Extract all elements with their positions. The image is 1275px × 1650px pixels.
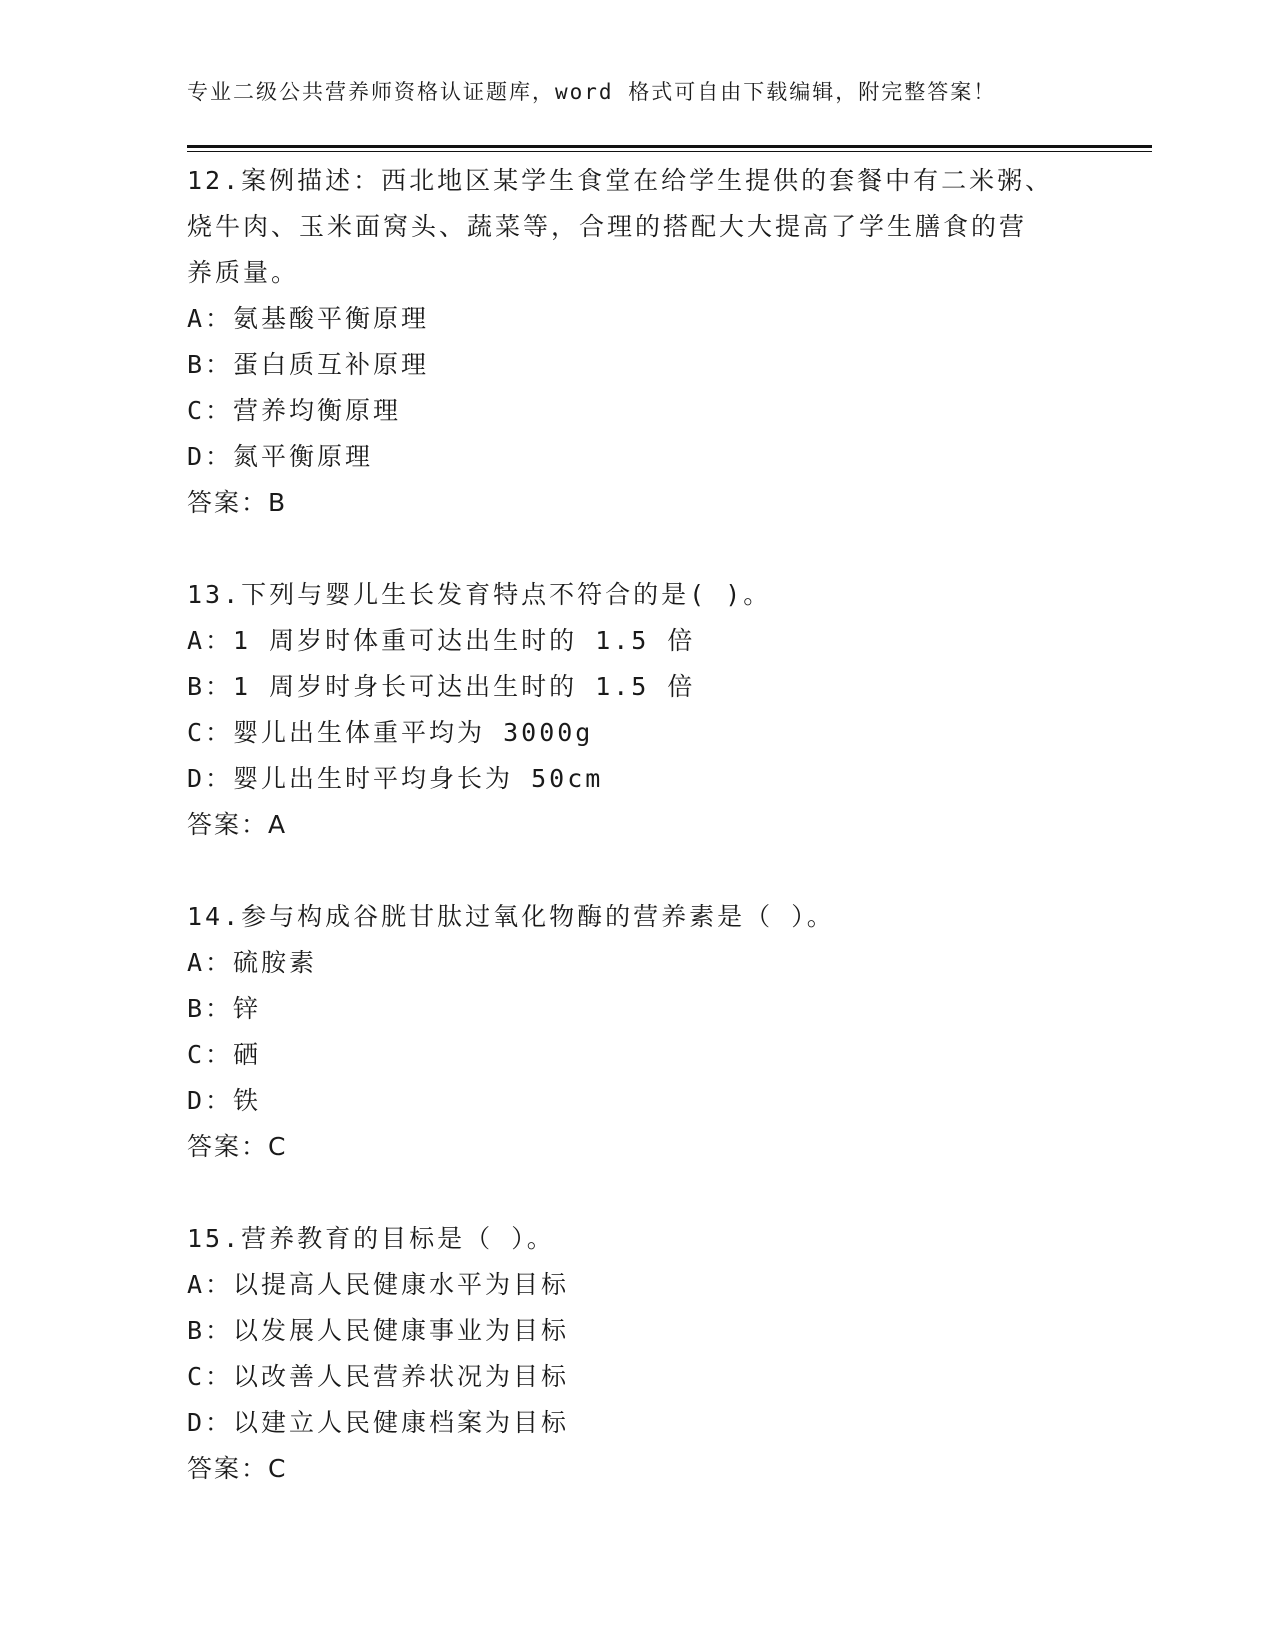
stem-line: 烧牛肉、玉米面窝头、蔬菜等，合理的搭配大大提高了学生膳食的营 <box>187 212 1028 241</box>
header-rule-thin <box>187 151 1152 152</box>
answer-line: 答案：C <box>187 1454 288 1483</box>
option-a: A：1 周岁时体重可达出生时的 1.5 倍 <box>187 626 696 655</box>
question-stem <box>187 894 1067 940</box>
answer-line: 答案：B <box>187 488 288 517</box>
question-stem <box>187 158 1067 296</box>
option-d: D：氮平衡原理 <box>187 442 374 471</box>
question-12 <box>187 158 1067 526</box>
question-stem <box>187 572 1067 618</box>
stem-line: 14.参与构成谷胱甘肽过氧化物酶的营养素是（ ）。 <box>187 902 835 931</box>
option-c: C：婴儿出生体重平均为 3000g <box>187 718 594 747</box>
header-rule-thick <box>187 145 1152 148</box>
option-b: B：以发展人民健康事业为目标 <box>187 1316 570 1345</box>
option-a: A：以提高人民健康水平为目标 <box>187 1270 570 1299</box>
option-c: C：硒 <box>187 1040 262 1069</box>
option-a: A：硫胺素 <box>187 948 318 977</box>
stem-line: 15.营养教育的目标是（ ）。 <box>187 1224 555 1253</box>
question-stem <box>187 1216 1067 1262</box>
option-c: C：营养均衡原理 <box>187 396 402 425</box>
option-b: B：蛋白质互补原理 <box>187 350 430 379</box>
question-14 <box>187 894 1067 1170</box>
answer-line: 答案：A <box>187 810 288 839</box>
option-d: D：以建立人民健康档案为目标 <box>187 1408 570 1437</box>
answer-line: 答案：C <box>187 1132 288 1161</box>
option-b: B：锌 <box>187 994 262 1023</box>
question-15 <box>187 1216 1067 1492</box>
question-list <box>187 158 1067 1538</box>
question-13 <box>187 572 1067 848</box>
option-a: A：氨基酸平衡原理 <box>187 304 430 333</box>
option-d: D：婴儿出生时平均身长为 50cm <box>187 764 604 793</box>
option-c: C：以改善人民营养状况为目标 <box>187 1362 570 1391</box>
option-d: D：铁 <box>187 1086 262 1115</box>
stem-line: 养质量。 <box>187 258 300 287</box>
option-b: B：1 周岁时身长可达出生时的 1.5 倍 <box>187 672 696 701</box>
stem-line: 13.下列与婴儿生长发育特点不符合的是( )。 <box>187 580 772 609</box>
stem-line: 12.案例描述：西北地区某学生食堂在给学生提供的套餐中有二米粥、 <box>187 166 1054 195</box>
page-header: 专业二级公共营养师资格认证题库，word 格式可自由下载编辑，附完整答案！ <box>187 80 997 104</box>
